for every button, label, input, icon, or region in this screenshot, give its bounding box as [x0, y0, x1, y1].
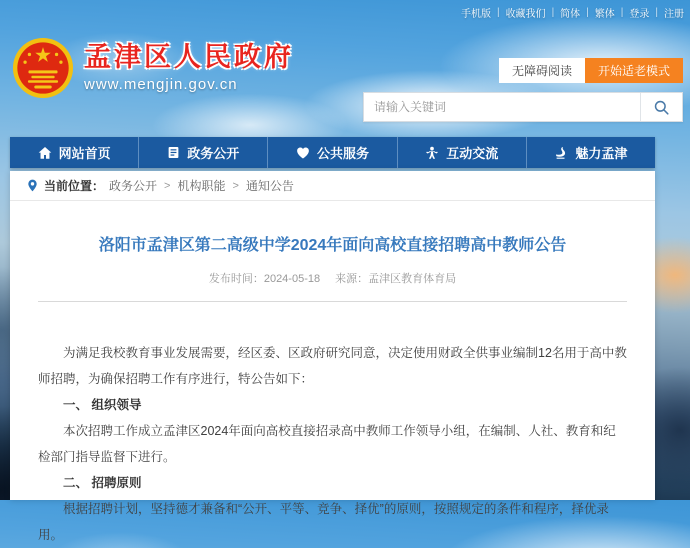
content-panel: [10, 171, 655, 543]
top-link-traditional[interactable]: 繁体: [594, 9, 615, 20]
site-title-block: [84, 43, 294, 93]
nav-item-interaction[interactable]: [397, 137, 526, 168]
article-paragraph-section1: 本次招聘工作成立孟津区2024年面向高校直接招录高中教师工作领导小组，在编制、人社、教育和纪检部门指导监督下进行。: [38, 424, 616, 465]
title-divider: [38, 301, 627, 302]
breadcrumb-separator: >: [232, 179, 239, 192]
publish-time: 发布时间：2024-05-18: [208, 273, 321, 286]
breadcrumb-link-org-functions[interactable]: 机构职能: [177, 179, 226, 193]
search-icon: [653, 99, 670, 116]
top-links-divider: |: [496, 7, 500, 18]
breadcrumb: [10, 171, 655, 201]
breadcrumb-separator: >: [164, 179, 171, 192]
site-name: 孟津区人民政府: [84, 42, 294, 73]
search-input[interactable]: [364, 93, 640, 121]
search-button[interactable]: [640, 93, 682, 121]
nav-item-label: 政务公开: [187, 146, 240, 161]
nav-item-label: 网站首页: [58, 146, 111, 161]
nav-item-label: 魅力孟津: [575, 146, 628, 161]
top-link-favorite[interactable]: 收藏我们: [505, 9, 546, 20]
article-body: [38, 340, 627, 548]
top-link-mobile[interactable]: 手机版: [460, 9, 491, 20]
site-header: [12, 37, 294, 99]
location-pin-icon: [26, 179, 39, 192]
article: [10, 234, 655, 548]
top-links-divider: |: [586, 7, 589, 18]
top-link-simplified[interactable]: 简体: [560, 9, 581, 20]
bird-icon: [554, 146, 568, 160]
top-links-divider: |: [655, 7, 658, 18]
elder-mode-button[interactable]: 开始适老模式: [585, 58, 683, 83]
people-icon: [425, 146, 439, 160]
section-heading-1: 一、 组织领导: [63, 398, 142, 413]
article-paragraph-section2: 根据招聘计划，坚持德才兼备和“公开、平等、竞争、择优”的原则，按照规定的条件和程序，择优录用。: [38, 502, 609, 543]
top-links-bar: [461, 5, 684, 20]
breadcrumb-link-gov-disclosure[interactable]: 政务公开: [109, 179, 158, 193]
nav-item-gov-disclosure[interactable]: [138, 137, 267, 168]
document-icon: [167, 146, 180, 159]
site-url: www.mengjin.gov.cn: [84, 75, 238, 93]
article-title: 洛阳市孟津区第二高级中学2024年面向高校直接招聘高中教师公告: [98, 237, 567, 254]
home-icon: [38, 146, 52, 160]
nav-item-home[interactable]: [10, 137, 138, 168]
top-links-divider: |: [620, 7, 624, 18]
main-navigation: [10, 137, 655, 168]
top-link-login[interactable]: 登录: [629, 9, 650, 20]
nav-item-public-services[interactable]: [267, 137, 396, 168]
accessibility-reading-button[interactable]: 无障碍阅读: [499, 58, 585, 83]
header-buttons: [499, 58, 683, 83]
nav-item-label: 公共服务: [317, 146, 370, 161]
search-box: [363, 92, 683, 122]
top-links-divider: |: [551, 7, 555, 18]
breadcrumb-link-notices[interactable]: 通知公告: [245, 179, 294, 193]
breadcrumb-label: 当前位置：: [44, 179, 105, 193]
national-emblem-logo: [12, 37, 74, 99]
heart-icon: [296, 146, 310, 160]
article-source: 来源：孟津区教育体育局: [335, 273, 457, 286]
top-link-register[interactable]: 注册: [664, 9, 684, 20]
nav-item-charming-mengjin[interactable]: [526, 137, 655, 168]
article-meta: [38, 270, 627, 286]
nav-item-label: 互动交流: [446, 146, 499, 161]
article-paragraph-intro: 为满足我校教育事业发展需要，经区委、区政府研究同意，决定使用财政全供事业编制12名用于高中教师招聘，为确保招聘工作有序进行，特公告如下：: [38, 346, 627, 387]
section-heading-2: 二、 招聘原则: [63, 476, 142, 491]
